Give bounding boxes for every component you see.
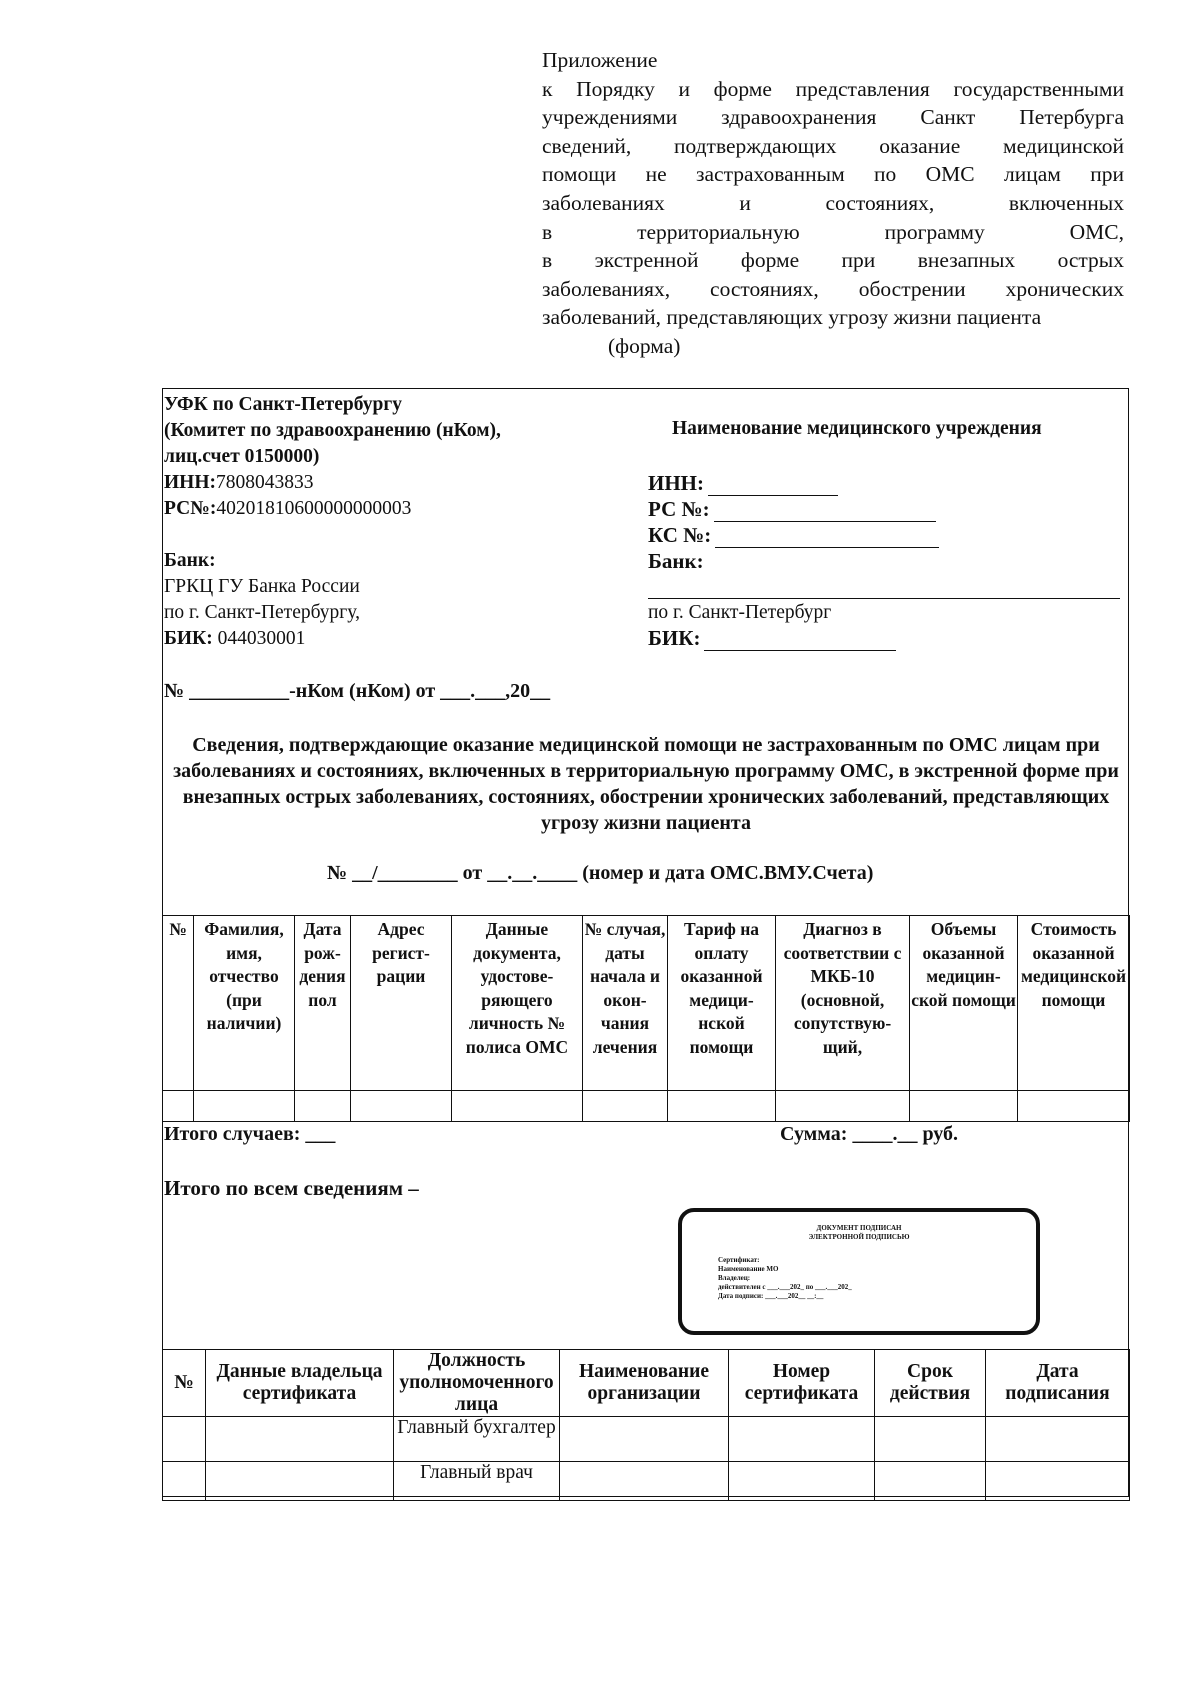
stamp-certificate: Сертификат: [718,1256,760,1264]
table-cell[interactable] [668,1091,776,1122]
stamp-details [718,1256,852,1301]
column-header: Тариф на оплату оказанной медици-нской помощи [668,916,776,1091]
institution-bank-field[interactable] [648,598,1120,599]
column-header: Данные владельца сертификата [206,1350,394,1417]
table-cell[interactable] [206,1417,394,1462]
institution-rs-row [648,496,939,522]
table-cell[interactable] [986,1417,1130,1462]
stamp-signed-date: Дата подписи: ___.___202__ __:__ [718,1292,824,1300]
stamp-validity: действителен с ___.___202_ по ___.___202_ [718,1283,852,1291]
column-header: Должность уполномоченного лица [394,1350,560,1417]
column-header: Наименование организации [560,1350,729,1417]
payer-rs-label: РС№: [164,498,217,519]
table-cell[interactable] [163,1417,206,1462]
appendix-line: в экстренной форме при внезапных острых [542,248,1124,273]
table-header-row [163,1350,1130,1417]
institution-bank-row [648,548,939,574]
payer-bik [164,626,501,652]
electronic-signature-stamp [678,1208,1040,1335]
table-cell[interactable] [776,1091,910,1122]
table-cell[interactable] [910,1091,1018,1122]
column-header: Фамилия, имя, отчество (при наличии) [194,916,295,1091]
table-cell[interactable] [206,1462,394,1501]
appendix-line: сведений, подтверждающих оказание медицинской [542,133,1124,158]
institution-inn-label: ИНН: [648,471,704,495]
document-title: Сведения, подтверждающие оказание медицинской помощи не застрахованным по ОМС лицам при заболеваниях и состояниях, включенных в территориальную программу ОМС, в экстренной форме при внезапных острых заболеваниях, состояниях, обострении хронических заболеваний, представляющих угрозу жизни пациента [173,734,1119,834]
column-header: Дата рож-дения пол [295,916,351,1091]
column-header: Данные документа, удостове-ряющего личность № полиса ОМС [452,916,583,1091]
payer-bik-label: БИК: [164,628,213,649]
appendix-line: помощи не застрахованным по ОМС лицам при [542,162,1124,187]
appendix-form-label: (форма) [608,333,681,358]
table-header-row [163,916,1130,1091]
payer-name: УФК по Санкт-Петербургу [164,394,402,415]
table-cell[interactable] [560,1417,729,1462]
column-header: Дата подписания [986,1350,1130,1417]
table-cell[interactable] [163,1462,206,1501]
appendix-title: Приложение [542,48,658,72]
payer-rs [164,496,501,522]
institution-bank-label: Банк: [648,549,704,573]
signer-position: Главный врач [394,1462,560,1501]
column-header: № случая, даты начала и окон-чания лечения [583,916,668,1091]
payer-bank-label: Банк: [164,550,216,571]
table-cell[interactable] [452,1091,583,1122]
column-header: Стоимость оказанной медицинской помощи [1018,916,1130,1091]
payer-inn-label: ИНН: [164,472,216,493]
total-all-records: Итого по всем сведениям – [164,1176,419,1200]
table-cell[interactable] [351,1091,452,1122]
institution-ks-row [648,522,939,548]
invoice-number: № __________-нКом (нКом) от ___.___,20__ [164,680,551,702]
column-header: Объемы оказанной медицин-ской помощи [910,916,1018,1091]
appendix-line: заболеваниях и состояниях, включенных [542,190,1124,215]
column-header: Срок действия [875,1350,986,1417]
table-cell[interactable] [875,1417,986,1462]
institution-name-label: Наименование медицинского учреждения [672,418,1042,439]
table-cell[interactable] [560,1462,729,1501]
institution-bik-field[interactable] [704,630,896,651]
table-row [163,1091,1130,1122]
institution-rs-field[interactable] [714,501,936,522]
institution-ks-field[interactable] [715,527,939,548]
signatures-table [162,1349,1130,1501]
appendix-line: заболеваниях, состояниях, обострении хронических [542,276,1124,301]
stamp-title-line: ЭЛЕКТРОННОЙ ПОДПИСЬЮ [808,1233,910,1241]
institution-bik-label: БИК: [648,626,701,650]
institution-ks-label: КС №: [648,523,712,547]
institution-inn-row [648,470,939,496]
payer-bik-value: 044030001 [212,628,306,649]
institution-inn-field[interactable] [708,475,838,496]
table-cell[interactable] [1018,1091,1130,1122]
payer-rs-value: 40201810600000000003 [216,498,412,519]
total-sum: Сумма: ____.__ руб. [780,1123,959,1145]
payer-bank-name: ГРКЦ ГУ Банка России [164,576,360,597]
payer-committee: (Комитет по здравоохранению (нКом), [164,420,501,441]
table-cell[interactable] [295,1091,351,1122]
payer-details [164,392,501,652]
payer-bank-city: по г. Санкт-Петербургу, [164,602,360,623]
stamp-title [682,1224,1036,1242]
table-cell[interactable] [583,1091,668,1122]
column-header: Диагноз в соответствии с МКБ-10 (основной, сопутствую-щий, [776,916,910,1091]
column-header: Номер сертификата [729,1350,875,1417]
column-header: Адрес регист-рации [351,916,452,1091]
oms-invoice-reference: № __/________ от __.__.____ (номер и дата ОМС.ВМУ.Счета) [327,862,874,884]
institution-bik-row [648,626,896,651]
stamp-holder: Владелец: [718,1274,751,1282]
table-cell[interactable] [729,1417,875,1462]
table-row [163,1462,1130,1501]
payer-inn [164,470,501,496]
payer-inn-value: 7808043833 [216,472,314,493]
table-cell[interactable] [875,1462,986,1501]
stamp-owner: Наименование МО [718,1265,779,1273]
total-cases: Итого случаев: ___ [164,1123,336,1145]
patients-table [162,915,1130,1122]
column-header: № [163,1350,206,1417]
table-cell[interactable] [163,1091,194,1122]
appendix-line: в территориальную программу ОМС, [542,219,1124,244]
signer-position: Главный бухгалтер [394,1417,560,1462]
payer-account: лиц.счет 0150000) [164,446,320,467]
appendix-line: заболеваний, представляющих угрозу жизни пациента [542,305,1042,330]
table-cell[interactable] [194,1091,295,1122]
stamp-title-line: ДОКУМЕНТ ПОДПИСАН [816,1224,902,1232]
column-header: № [163,916,194,1091]
appendix-line: к Порядку и форме представления государственными [542,76,1124,101]
institution-rs-label: РС №: [648,497,710,521]
appendix-header [542,46,1124,361]
institution-details [648,470,939,574]
table-cell[interactable] [986,1462,1130,1501]
institution-bank-city: по г. Санкт-Петербург [648,602,832,623]
appendix-line: учреждениями здравоохранения Санкт Петербурга [542,105,1124,130]
table-row [163,1417,1130,1462]
table-cell[interactable] [729,1462,875,1501]
